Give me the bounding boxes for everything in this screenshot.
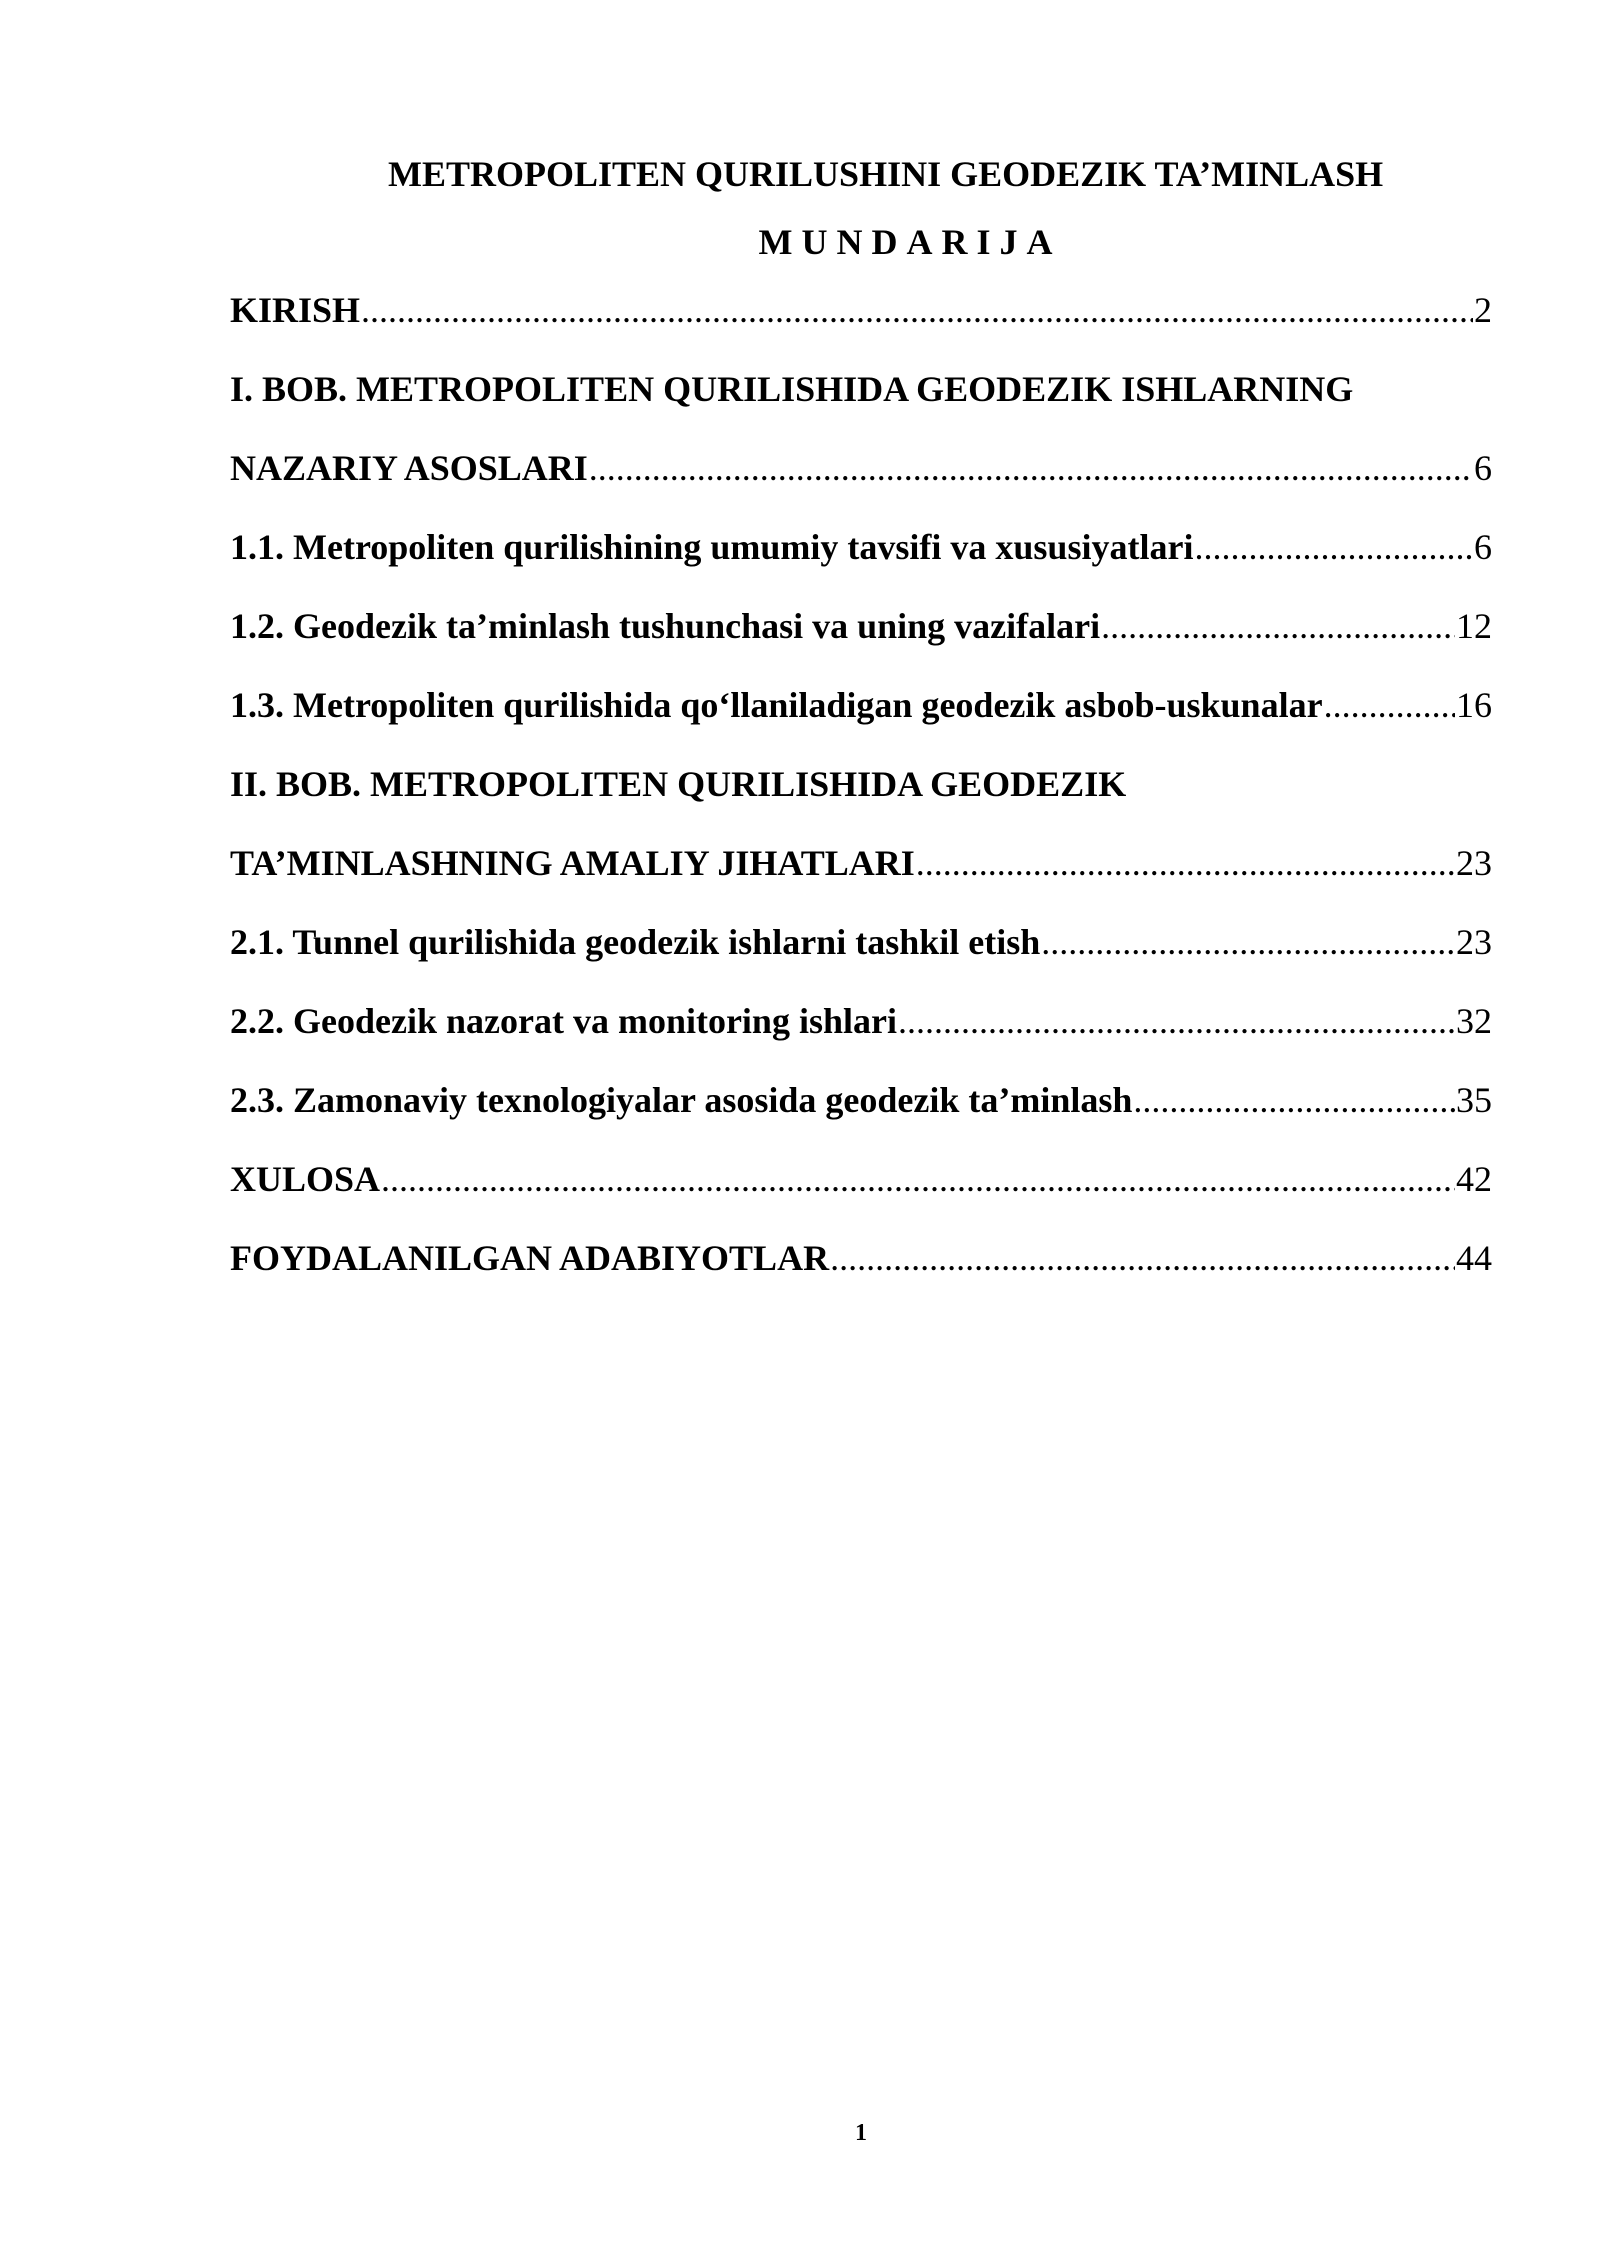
toc-entry-page: 35 [1456, 1080, 1492, 1120]
toc-entry-label-continued: TA’MINLASHNING AMALIY JIHATLARI [230, 843, 915, 883]
toc-entry-page: 6 [1474, 448, 1492, 488]
toc-heading: MUNDARIJA [758, 222, 1062, 262]
toc-entry-label: FOYDALANILGAN ADABIYOTLAR [230, 1238, 830, 1278]
table-of-contents [230, 280, 1492, 1307]
toc-entry-page: 16 [1456, 685, 1492, 725]
dot-leader [1041, 920, 1455, 964]
toc-entry-label: KIRISH [230, 290, 361, 330]
toc-entry-section-1-2[interactable] [230, 596, 1492, 675]
toc-entry-section-2-1[interactable] [230, 912, 1492, 991]
toc-entry-section-1-1[interactable] [230, 517, 1492, 596]
toc-entry-page: 42 [1456, 1159, 1492, 1199]
toc-entry-label: XULOSA [230, 1159, 381, 1199]
toc-entry-page: 23 [1456, 843, 1492, 883]
toc-entry-xulosa[interactable] [230, 1149, 1492, 1228]
toc-entry-page: 32 [1456, 1001, 1492, 1041]
toc-entry-label-continued: NAZARIY ASOSLARI [230, 448, 588, 488]
toc-entry-chapter-2[interactable] [230, 754, 1492, 912]
dot-leader [916, 841, 1455, 885]
toc-entry-label: 2.3. Zamonaviy texnologiyalar asosida geodezik ta’minlash [230, 1080, 1133, 1120]
dot-leader [1194, 525, 1473, 569]
toc-entry-label: 2.1. Tunnel qurilishida geodezik ishlarni tashkil etish [230, 922, 1041, 962]
dot-leader [381, 1157, 1455, 1201]
dot-leader [589, 446, 1473, 490]
toc-entry-label: 1.1. Metropoliten qurilishining umumiy tavsifi va xususiyatlari [230, 527, 1194, 567]
toc-entry-label: 2.2. Geodezik nazorat va monitoring ishlari [230, 1001, 897, 1041]
toc-entry-kirish[interactable] [230, 280, 1492, 359]
toc-entry-section-1-3[interactable] [230, 675, 1492, 754]
toc-entry-label: 1.2. Geodezik ta’minlash tushunchasi va uning vazifalari [230, 606, 1101, 646]
toc-entry-label: II. BOB. METROPOLITEN QURILISHIDA GEODEZIK [230, 764, 1127, 804]
dot-leader [1101, 604, 1455, 648]
toc-entry-chapter-1[interactable] [230, 359, 1492, 517]
dot-leader [1324, 683, 1455, 727]
toc-entry-bibliography[interactable] [230, 1228, 1492, 1307]
toc-entry-page: 6 [1474, 527, 1492, 567]
toc-entry-label: I. BOB. METROPOLITEN QURILISHIDA GEODEZIK ISHLARNING [230, 369, 1354, 409]
toc-entry-page: 12 [1456, 606, 1492, 646]
dot-leader [898, 999, 1455, 1043]
dot-leader [1133, 1078, 1455, 1122]
toc-entry-page: 23 [1456, 922, 1492, 962]
toc-entry-page: 44 [1456, 1238, 1492, 1278]
dot-leader [830, 1236, 1455, 1280]
document-title: METROPOLITEN QURILUSHINI GEODEZIK TA’MINLASH [388, 154, 1384, 194]
page-number: 1 [855, 2120, 867, 2146]
dot-leader [361, 288, 1473, 332]
toc-entry-section-2-3[interactable] [230, 1070, 1492, 1149]
toc-entry-label: 1.3. Metropoliten qurilishida qo‘llaniladigan geodezik asbob-uskunalar [230, 685, 1323, 725]
toc-entry-section-2-2[interactable] [230, 991, 1492, 1070]
toc-entry-page: 2 [1474, 290, 1492, 330]
